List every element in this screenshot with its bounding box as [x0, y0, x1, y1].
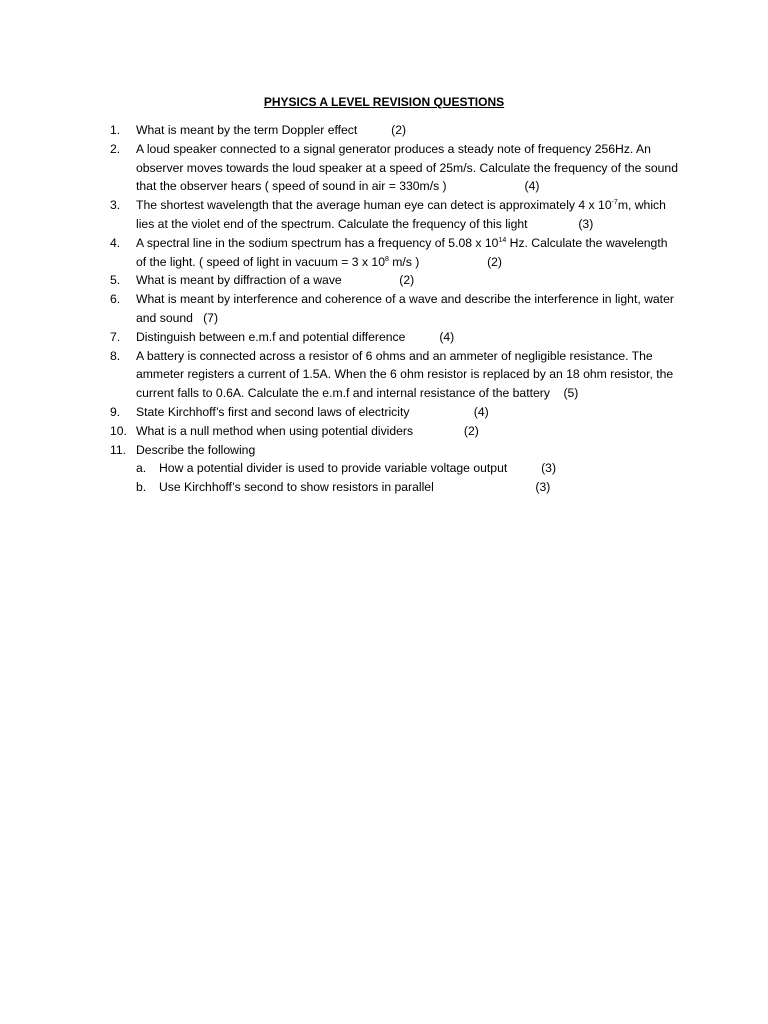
question-marks: (2) — [463, 423, 479, 438]
question-number: 11. — [110, 442, 127, 457]
question-text: Describe the following — [136, 442, 256, 457]
sub-question-a — [136, 459, 680, 478]
question-11 — [110, 441, 680, 497]
question-marks: (4) — [439, 329, 455, 344]
question-text: What is a null method when using potential dividers — [136, 423, 414, 438]
exponent: -7 — [611, 199, 618, 207]
question-1 — [110, 121, 680, 140]
sub-question-marks: (3) — [541, 461, 557, 476]
question-3 — [110, 196, 680, 234]
question-6 — [110, 290, 680, 328]
question-8 — [110, 347, 680, 403]
question-number: 5. — [110, 273, 121, 288]
question-marks: (5) — [563, 386, 579, 401]
page-title: PHYSICS A LEVEL REVISION QUESTIONS — [263, 95, 505, 109]
question-7 — [110, 328, 680, 347]
exponent: 8 — [384, 255, 389, 263]
question-number: 9. — [110, 404, 121, 419]
question-5 — [110, 271, 680, 290]
question-number: 7. — [110, 329, 121, 344]
question-number: 8. — [110, 348, 121, 363]
question-4 — [110, 234, 680, 272]
question-list — [110, 121, 680, 497]
question-marks: (4) — [473, 404, 489, 419]
question-number: 1. — [110, 123, 121, 137]
question-text: What is meant by diffraction of a wave — [136, 273, 342, 288]
sub-question-text: How a potential divider is used to provide variable voltage output — [159, 461, 508, 476]
question-number: 2. — [110, 141, 121, 156]
question-marks: (7) — [203, 310, 219, 325]
sub-question-text: Use Kirchhoff’s second to show resistors in parallel — [159, 480, 434, 495]
sub-question-marks: (3) — [535, 480, 551, 495]
question-number: 10. — [110, 423, 127, 438]
question-10 — [110, 422, 680, 441]
question-number: 4. — [110, 235, 121, 250]
question-text: What is meant by interference and coherence of a wave and describe the interference in light, water and sound — [136, 292, 674, 325]
question-9 — [110, 403, 680, 422]
question-marks: (4) — [524, 179, 540, 194]
question-text: A spectral line in the sodium spectrum has a frequency of 5.08 x 10 — [136, 235, 499, 250]
sub-question-b — [136, 478, 680, 497]
exponent: 14 — [498, 236, 507, 244]
question-text-cont: Hz. Calculate the wavelength of the light. ( speed of light in vacuum = 3 x 10 — [136, 235, 668, 269]
question-marks: (2) — [487, 254, 502, 269]
question-text: A loud speaker connected to a signal generator produces a steady note of frequency 256Hz. An observer moves towards the loud speaker at a speed of 25m/s. Calculate the frequency of the sound that the observer hears ( speed of sound in air = 330m/s ) — [136, 141, 678, 194]
sub-question-letter: a. — [136, 461, 147, 476]
question-marks: (2) — [399, 273, 415, 288]
question-text: The shortest wavelength that the average human eye can detect is approximately 4 x 10 — [136, 198, 612, 213]
question-text-cont: m, which lies at the violet end of the spectrum. Calculate the frequency of this light — [136, 198, 666, 231]
question-text: What is meant by the term Doppler effect — [136, 123, 358, 137]
question-marks: (2) — [391, 123, 407, 137]
question-2 — [110, 140, 680, 196]
question-text-cont: m/s ) — [388, 254, 420, 269]
question-text: A battery is connected across a resistor of 6 ohms and an ammeter of negligible resistance. The ammeter registers a current of 1.5A. When the 6 ohm resistor is replaced by an 18 ohm resistor, the current falls to 0.6A. Calculate the e.m.f and internal resistance of the battery — [136, 348, 674, 401]
question-text: Distinguish between e.m.f and potential difference — [136, 329, 406, 344]
question-number: 6. — [110, 292, 121, 307]
question-text: State Kirchhoff’s first and second laws of electricity — [136, 404, 410, 419]
question-marks: (3) — [578, 216, 594, 231]
question-number: 3. — [110, 198, 121, 213]
sub-question-letter: b. — [136, 480, 147, 495]
